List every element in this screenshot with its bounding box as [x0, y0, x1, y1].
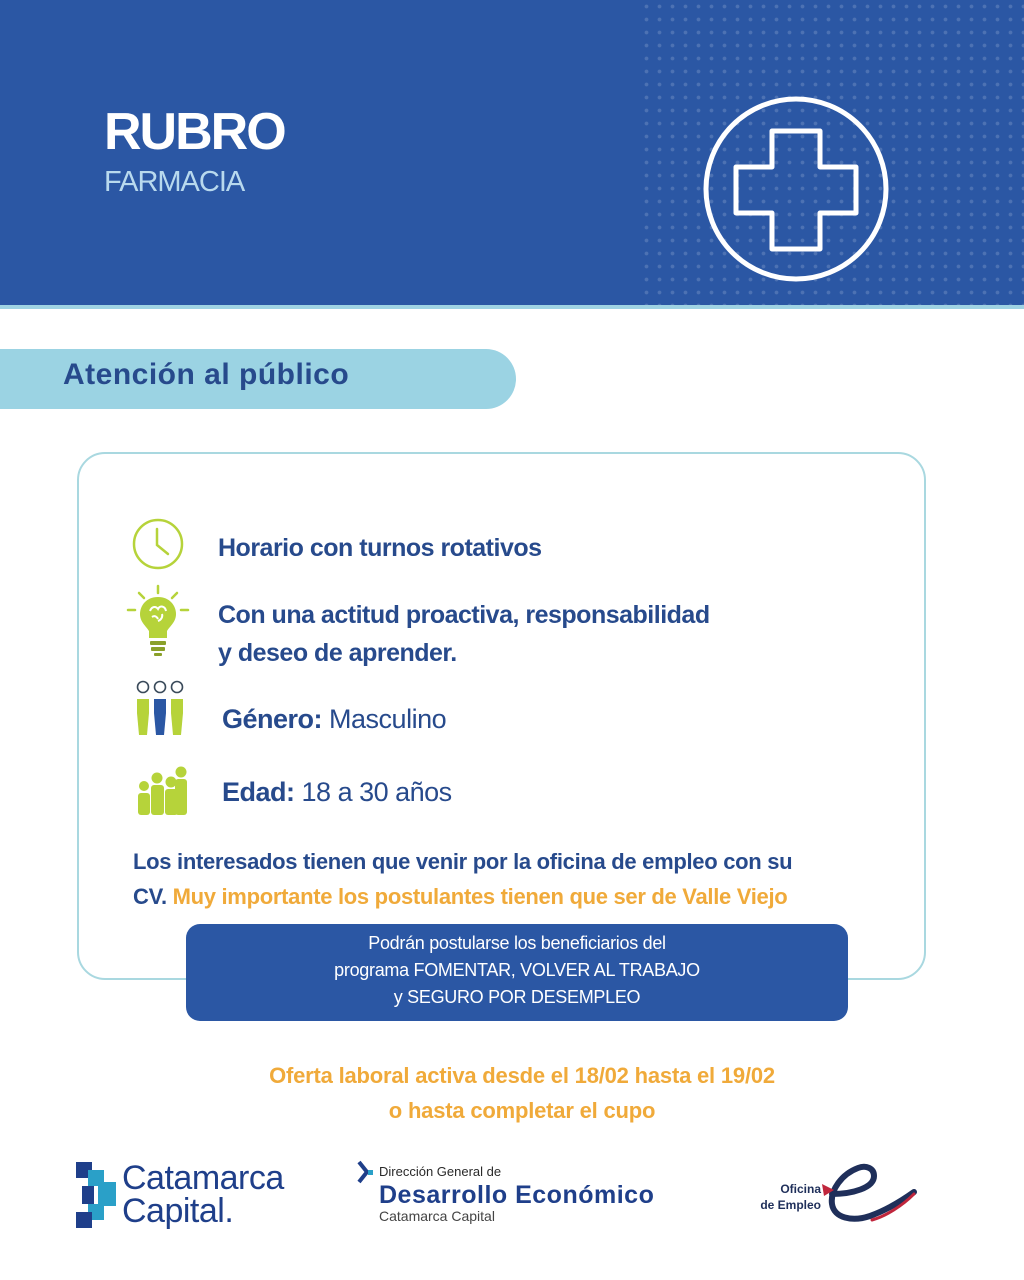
age-label: Edad:: [222, 777, 295, 807]
programs-line2: programa FOMENTAR, VOLVER AL TRABAJO: [334, 960, 700, 980]
gender-value: Masculino: [329, 704, 447, 734]
chevron-logo-icon: [357, 1160, 375, 1186]
note-line1: Los interesados tienen que venir por la oficina de empleo con su: [133, 849, 793, 874]
gender-label: Género:: [222, 704, 323, 734]
direccion-big: Desarrollo Económico: [379, 1181, 655, 1209]
note-line2: [133, 880, 913, 914]
programs-box: [186, 924, 848, 1021]
header-subtitle: FARMACIA: [104, 166, 245, 198]
schedule-text: Horario con turnos rotativos: [218, 534, 542, 562]
oficina-line1: Oficina: [780, 1182, 821, 1196]
direccion-sub: Catamarca Capital: [379, 1208, 495, 1224]
oficina-line2: de Empleo: [760, 1198, 821, 1212]
catamarca-line2: Capital.: [122, 1192, 234, 1230]
offer-line1: Oferta laboral activa desde el 18/02 hasta el 19/02: [269, 1063, 775, 1088]
programs-line1: Podrán postularse los beneficiarios del: [368, 933, 666, 953]
gender-row: [222, 704, 446, 734]
age-row: [222, 777, 452, 807]
medical-cross-icon: [700, 93, 892, 285]
clock-icon: [131, 517, 185, 571]
lightbulb-brain-icon: [125, 584, 191, 658]
catamarca-capital-logo-icon: [76, 1162, 120, 1228]
offer-line2: o hasta completar el cupo: [388, 1098, 656, 1123]
note-highlight: Muy importante los postulantes tienen que ser de Valle Viejo: [172, 884, 788, 909]
oficina-empleo-logo-icon: [822, 1160, 918, 1226]
header-divider: [0, 305, 1024, 309]
catamarca-line1: Catamarca: [122, 1159, 284, 1197]
gender-hands-icon: [133, 679, 187, 735]
family-age-icon: [135, 764, 189, 816]
oficina-text: [746, 1181, 821, 1213]
header-title: RUBRO: [104, 103, 285, 161]
attitude-line2: y deseo de aprender.: [218, 639, 457, 667]
attitude-line1: Con una actitud proactiva, responsabilidad: [218, 601, 710, 629]
direccion-small: Dirección General de: [379, 1164, 502, 1179]
age-value: 18 a 30 años: [301, 777, 452, 807]
catamarca-capital-text: [122, 1159, 284, 1230]
section-label: Atención al público: [63, 358, 350, 391]
programs-line3: y SEGURO POR DESEMPLEO: [393, 987, 641, 1007]
note-cv: CV.: [133, 884, 167, 909]
